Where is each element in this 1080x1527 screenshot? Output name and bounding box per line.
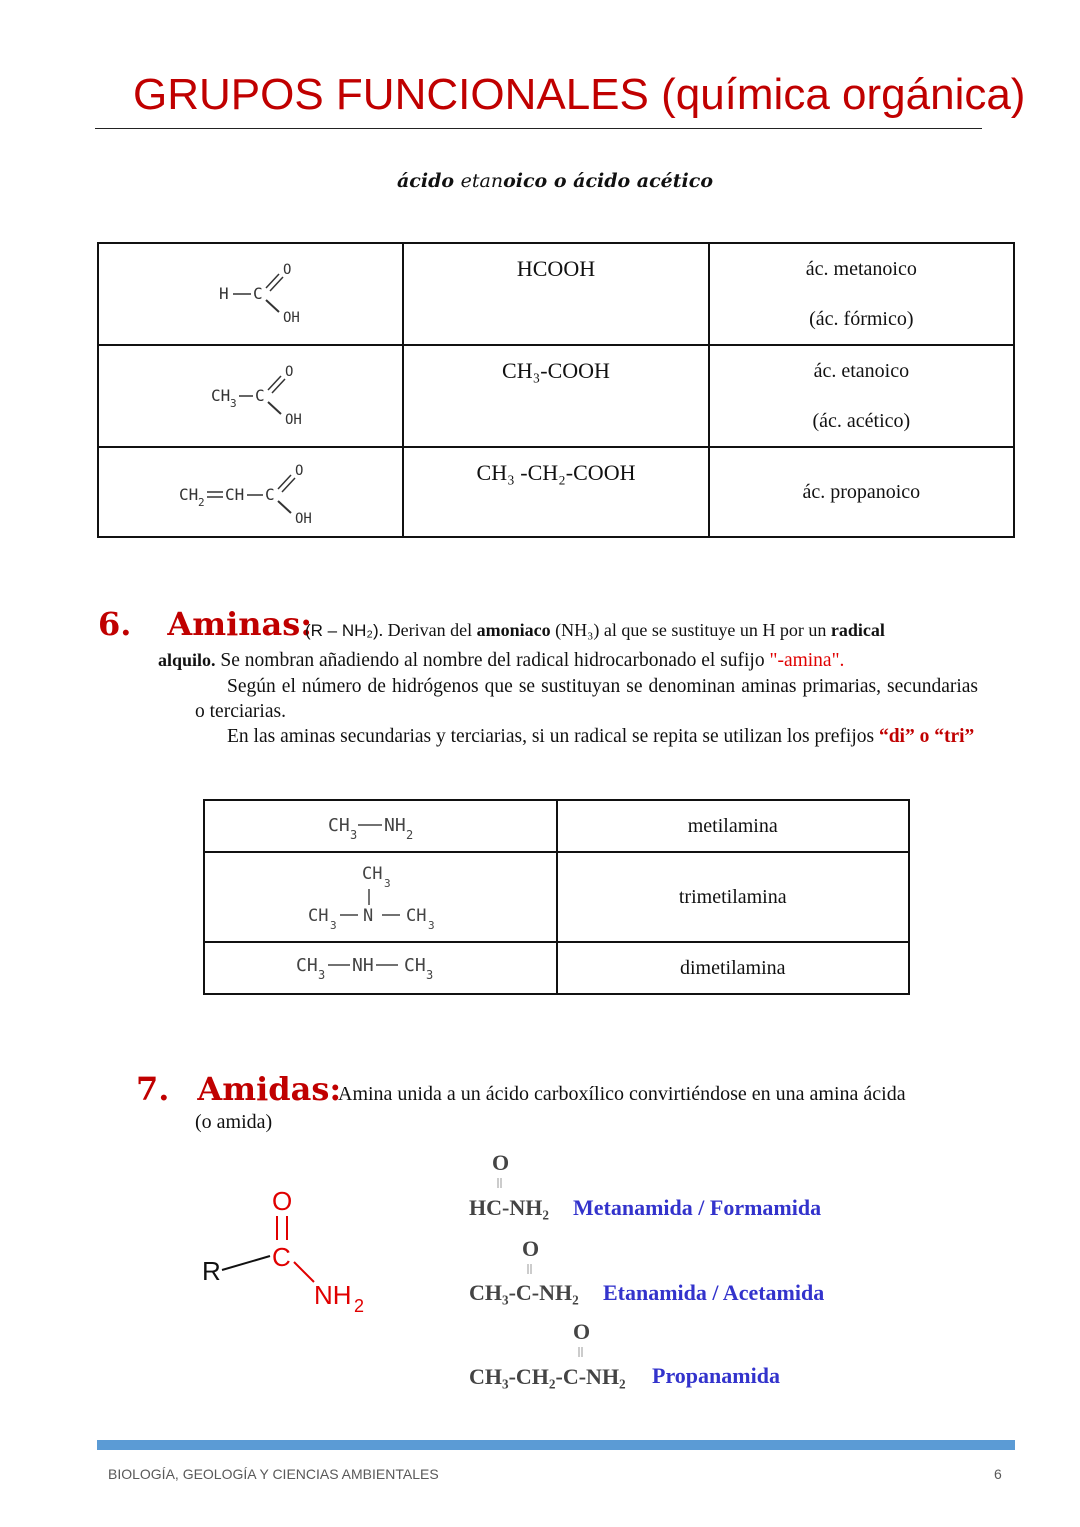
structure-cell	[204, 852, 557, 942]
subscript: 2	[406, 828, 414, 842]
amide-name: Propanamida	[652, 1363, 780, 1388]
name-line-1: ác. metanoico	[805, 258, 917, 280]
list-item	[469, 1319, 780, 1389]
subscript-3: 3	[229, 397, 237, 410]
page-title: GRUPOS FUNCIONALES (química orgánica)	[133, 70, 1026, 119]
atom-ch: CH	[296, 955, 318, 976]
atom-o: O	[522, 1236, 540, 1261]
atom-h: H	[218, 284, 229, 303]
list-item	[469, 1150, 821, 1220]
formic-acid-structure	[171, 244, 331, 334]
footer-bar	[97, 1440, 1015, 1450]
section-6-line-1	[305, 618, 979, 643]
table-row	[98, 345, 1014, 447]
text-span: En las aminas secundarias y terciarias, si un radical se repita se utilizan los prefijos	[227, 726, 879, 747]
atom-o: O	[272, 1186, 293, 1216]
table-row	[98, 243, 1014, 345]
prefix-highlight: “di” o “tri”	[878, 726, 975, 747]
subtitle-part-b: etan	[460, 170, 504, 192]
section-title: Aminas:	[167, 605, 313, 643]
subscript: 3	[426, 968, 434, 982]
dimethylamine-structure	[280, 943, 480, 991]
section-title: Amidas:	[197, 1070, 342, 1108]
section-number: 6.	[98, 605, 132, 643]
list-item	[469, 1236, 824, 1305]
structure-cell	[98, 243, 403, 345]
amide-name: Metanamida / Formamida	[573, 1195, 822, 1220]
table-row	[204, 942, 909, 994]
section-6-heading	[98, 605, 312, 643]
structure-cell	[204, 942, 557, 994]
amide-formula: CH₃-C-NH₂	[469, 1280, 579, 1305]
atom-o: O	[282, 262, 292, 278]
amine-general-formula: (R – NH₂)	[305, 621, 379, 640]
table-row	[204, 800, 909, 852]
table-row	[204, 852, 909, 942]
atom-o: O	[284, 364, 294, 380]
name-line-1: ác. propanoico	[802, 481, 921, 503]
text-span: . Derivan del	[378, 620, 477, 640]
name-cell: trimetilamina	[557, 852, 910, 942]
amide-examples	[465, 1148, 885, 1398]
subscript: 3	[330, 919, 337, 932]
atom-c: C	[252, 284, 263, 303]
page-number: 6	[994, 1466, 1002, 1482]
section-6-paragraph-3	[195, 724, 978, 749]
text-bold: radical	[830, 620, 885, 640]
atom-o: O	[573, 1319, 591, 1344]
atom-r: R	[202, 1256, 221, 1286]
footer-subject: BIOLOGÍA, GEOLOGÍA Y CIENCIAS AMBIENTALES	[108, 1466, 439, 1482]
table-row	[98, 447, 1014, 537]
name-line-2: (ác. fórmico)	[809, 308, 914, 330]
section-6-paragraph-2: Según el número de hidrógenos que se sustituyan se denominan aminas primarias, secundarias o terciarias.	[195, 676, 978, 722]
subscript: 3	[318, 968, 326, 982]
formula-cell: CH₃ -CH₂-COOH	[403, 447, 708, 537]
text-bold: alquilo.	[158, 650, 216, 670]
title-divider	[95, 128, 982, 129]
atom-c: C	[272, 1242, 291, 1272]
structure-cell	[98, 345, 403, 447]
acids-table	[97, 242, 1015, 538]
atom-o: O	[294, 463, 304, 479]
subtitle	[0, 170, 1080, 192]
structure-cell	[98, 447, 403, 537]
text-span: Se nombran añadiendo al nombre del radical hidrocarbonado el sufijo	[215, 650, 770, 671]
atom-ch: CH	[328, 815, 350, 836]
atom-n: N	[363, 906, 374, 926]
group-oh: OH	[284, 412, 302, 428]
suffix-highlight: "-amina".	[769, 650, 845, 671]
amines-table	[203, 799, 910, 995]
section-6-line-2	[158, 648, 978, 673]
group-oh: OH	[282, 310, 300, 326]
acetic-acid-structure	[171, 346, 331, 436]
atom-ch: CH	[406, 906, 427, 926]
section-7-text-line-1: Amina unida a un ácido carboxílico convirtiéndose en una amina ácida	[338, 1083, 906, 1105]
structure-cell	[204, 800, 557, 852]
name-cell: dimetilamina	[557, 942, 910, 994]
formula-cell: CH₃-COOH	[403, 345, 708, 447]
atom-c: C	[264, 485, 275, 504]
atom-ch2: CH	[178, 485, 198, 504]
subscript-2: 2	[354, 1296, 365, 1316]
text-bold: amoniaco	[476, 620, 551, 640]
atom-c: C	[254, 386, 265, 405]
subscript: 3	[384, 877, 391, 890]
amide-name: Etanamida / Acetamida	[603, 1280, 825, 1305]
propenoic-acid-structure	[151, 448, 351, 534]
subtitle-part-c: oico o ácido acético	[503, 170, 714, 192]
atom-o: O	[492, 1150, 510, 1175]
subscript: 3	[350, 828, 358, 842]
atom-ch: CH	[362, 864, 383, 884]
atom-ch: CH	[210, 386, 230, 405]
name-cell	[709, 345, 1014, 447]
subtitle-part-a: ácido	[396, 170, 461, 192]
group-nh: NH	[314, 1280, 352, 1310]
formula-cell: HCOOH	[403, 243, 708, 345]
atom-nh: NH	[384, 815, 406, 836]
name-line-1: ác. etanoico	[813, 360, 910, 382]
subscript: 3	[428, 919, 435, 932]
group-oh: OH	[294, 511, 312, 527]
trimethylamine-structure	[290, 853, 470, 939]
section-7-text-line-2: (o amida)	[195, 1111, 273, 1133]
amide-formula: HC-NH₂	[469, 1195, 549, 1220]
amide-general-structure	[190, 1180, 390, 1320]
subscript-2: 2	[197, 496, 205, 509]
text-span: (NH₃) al que se sustituye un H por un	[550, 620, 831, 640]
atom-ch: CH	[404, 955, 426, 976]
amide-formula: CH₃-CH₂-C-NH₂	[469, 1364, 626, 1389]
name-cell: metilamina	[557, 800, 910, 852]
atom-ch: CH	[308, 906, 329, 926]
atom-nh: NH	[352, 955, 374, 976]
name-cell	[709, 243, 1014, 345]
atom-ch: CH	[224, 485, 244, 504]
section-7-heading	[136, 1070, 341, 1108]
name-cell	[709, 447, 1014, 537]
name-line-2: (ác. acético)	[812, 410, 911, 432]
section-number: 7.	[136, 1070, 170, 1108]
methylamine-structure	[300, 801, 460, 849]
